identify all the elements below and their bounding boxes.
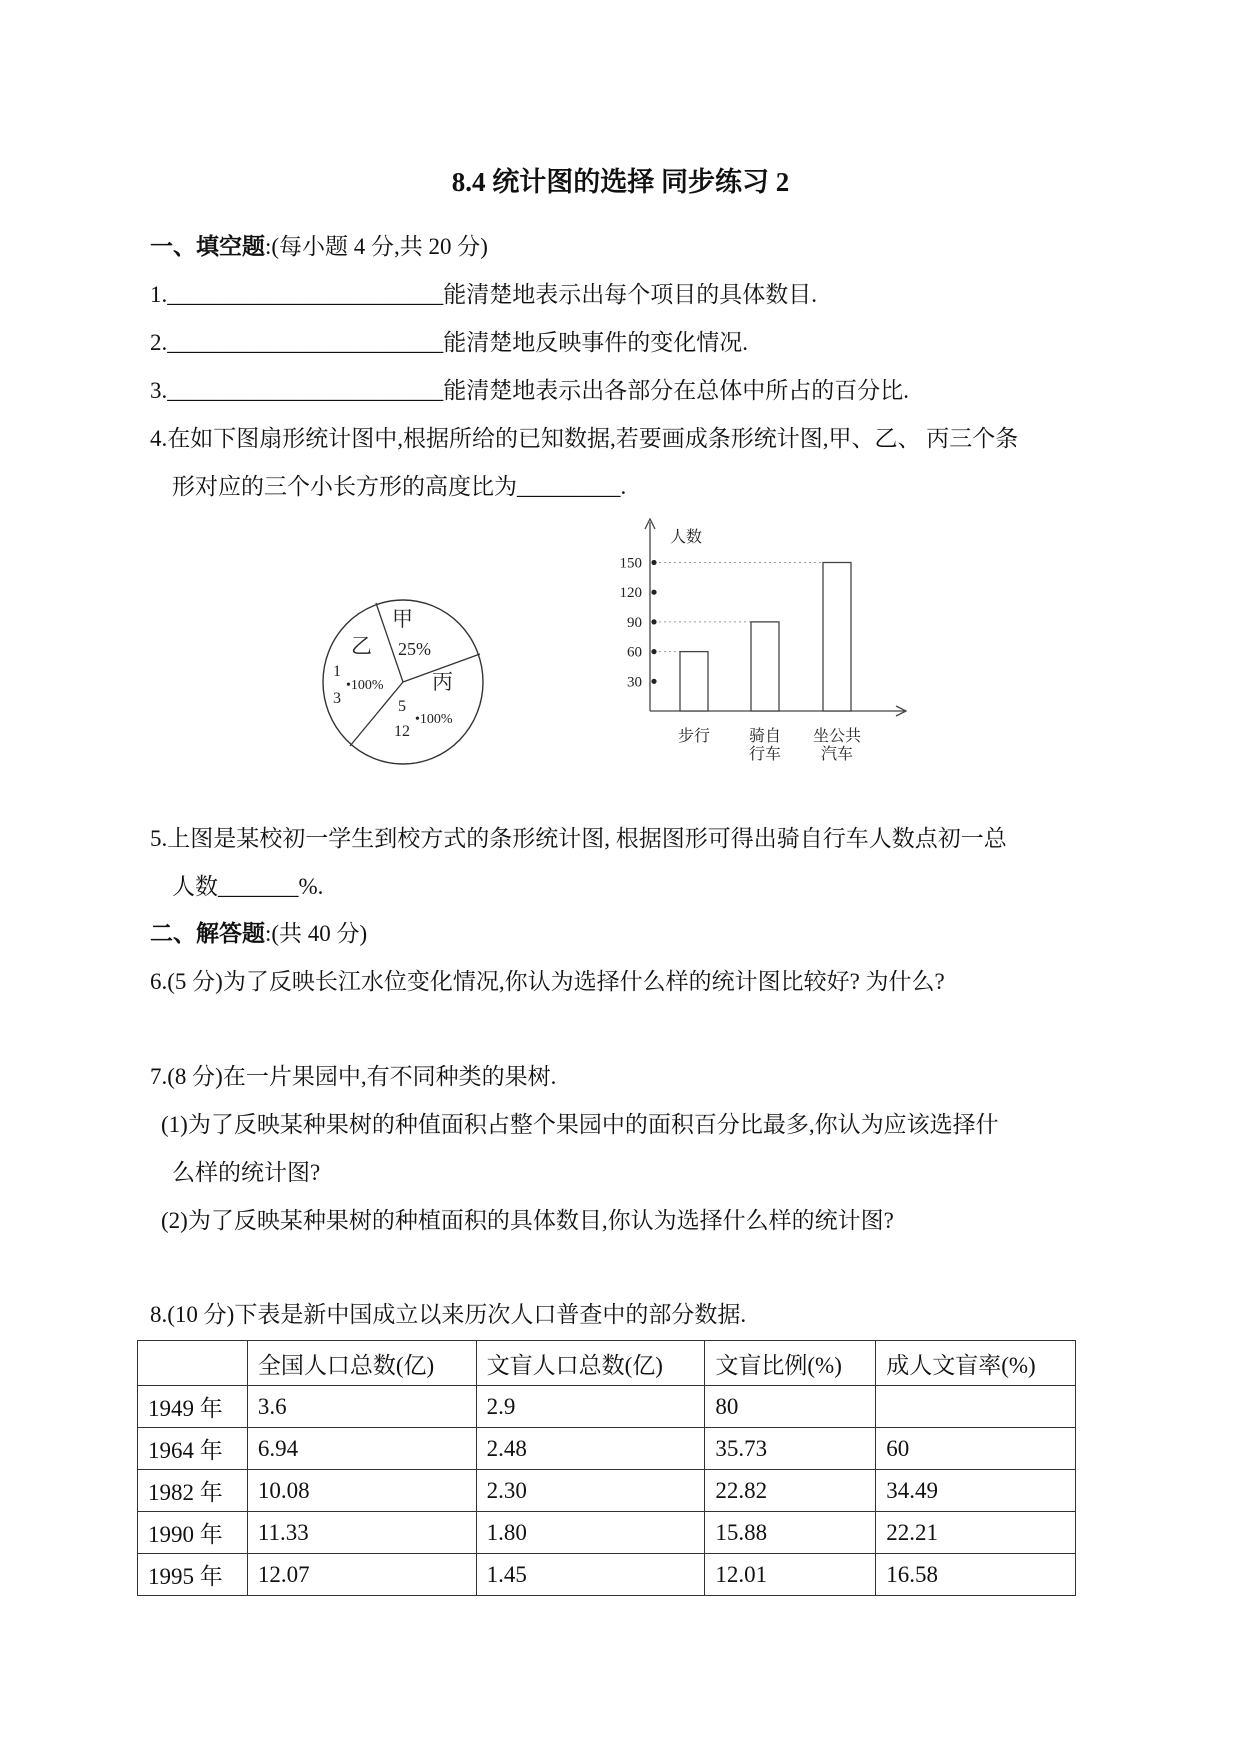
census-table [137, 1340, 1076, 1596]
pie-bing-denominator: 12 [394, 723, 410, 740]
y-tick-label: 60 [627, 644, 642, 661]
question-2 [150, 328, 748, 358]
table-cell: 2.30 [476, 1470, 705, 1512]
x-category-label: 行车 [748, 746, 782, 763]
bar [751, 622, 779, 711]
bar [680, 652, 708, 711]
x-category-label: 步行 [677, 728, 711, 745]
table-cell: 1982 年 [138, 1470, 248, 1512]
question-6: 6.(5 分)为了反映长江水位变化情况,你认为选择什么样的统计图比较好? 为什么? [150, 969, 945, 994]
table-cell: 11.33 [247, 1512, 476, 1554]
y-tick-label: 150 [619, 555, 642, 572]
pie-bing-unit: •100% [415, 712, 453, 727]
table-cell: 6.94 [247, 1428, 476, 1470]
table-row [138, 1512, 1076, 1554]
q7-part1-line2: 么样的统计图? [172, 1160, 321, 1185]
y-tick-dot [651, 590, 656, 595]
q4-line1: 4.在如下图扇形统计图中,根据所给的已知数据,若要画成条形统计图,甲、乙、 丙三个条 [150, 426, 1019, 451]
pie-bing-numerator: 5 [398, 698, 406, 715]
q7-part1-line1: (1)为了反映某种果树的种值面积占整个果园中的面积百分比最多,你认为应该选择什 [161, 1112, 999, 1137]
pie-yi-numerator: 1 [333, 663, 341, 680]
pie-yi-label: 乙 [351, 634, 372, 658]
table-cell: 1949 年 [138, 1386, 248, 1428]
q3-text: 能清楚地表示出各部分在总体中所占的百分比. [443, 378, 909, 403]
table-header-cell: 成人文盲率(%) [876, 1341, 1076, 1386]
table-cell: 10.08 [247, 1470, 476, 1512]
table-row [138, 1470, 1076, 1512]
pie-jia-label: 甲 [392, 607, 413, 631]
table-row [138, 1428, 1076, 1470]
y-tick-dot [651, 560, 656, 565]
section2-heading: 二、解答题 [150, 921, 265, 946]
table-cell: 2.48 [476, 1428, 705, 1470]
table-cell: 2.9 [476, 1386, 705, 1428]
table-header-cell [138, 1341, 248, 1386]
q5-line1: 5.上图是某校初一学生到校方式的条形统计图, 根据图形可得出骑自行车人数点初一总 [150, 826, 1007, 851]
y-axis-label: 人数 [670, 529, 703, 546]
question-3 [150, 376, 909, 406]
section1-note: :(每小题 4 分,共 20 分) [265, 234, 488, 259]
pie-yi-denominator: 3 [333, 690, 341, 707]
table-cell: 22.21 [876, 1512, 1076, 1554]
table-cell: 12.07 [247, 1554, 476, 1596]
q1-blank: 1.________________________ [150, 282, 444, 307]
pie-jia-value: 25% [398, 639, 431, 659]
table-header-cell: 文盲人口总数(亿) [476, 1341, 705, 1386]
table-cell: 12.01 [705, 1554, 876, 1596]
table-cell: 34.49 [876, 1470, 1076, 1512]
table-cell: 1.80 [476, 1512, 705, 1554]
y-tick-label: 120 [619, 585, 642, 602]
bar-chart [600, 514, 920, 764]
section2-note: :(共 40 分) [265, 921, 368, 946]
table-cell: 35.73 [705, 1428, 876, 1470]
section2-header [150, 919, 367, 949]
table-cell: 3.6 [247, 1386, 476, 1428]
bar [823, 563, 851, 712]
q4-line2: 形对应的三个小长方形的高度比为_________. [172, 474, 627, 499]
section1-header [150, 232, 488, 262]
q2-text: 能清楚地反映事件的变化情况. [443, 330, 748, 355]
question-1 [150, 280, 817, 310]
y-tick-dot [651, 649, 656, 654]
table-cell: 22.82 [705, 1470, 876, 1512]
question-8: 8.(10 分)下表是新中国成立以来历次人口普查中的部分数据. [150, 1302, 747, 1327]
table-cell [876, 1386, 1076, 1428]
q2-blank: 2.________________________ [150, 330, 444, 355]
q7-stem: 7.(8 分)在一片果园中,有不同种类的果树. [150, 1064, 557, 1089]
q7-part2: (2)为了反映某种果树的种植面积的具体数目,你认为选择什么样的统计图? [161, 1208, 894, 1233]
table-cell: 1964 年 [138, 1428, 248, 1470]
x-category-label: 汽车 [820, 746, 854, 763]
table-cell: 15.88 [705, 1512, 876, 1554]
table-row [138, 1554, 1076, 1596]
page-title: 8.4 统计图的选择 同步练习 2 [451, 167, 790, 197]
q3-blank: 3.________________________ [150, 378, 444, 403]
pie-yi-unit: •100% [346, 678, 384, 693]
table-cell: 1990 年 [138, 1512, 248, 1554]
y-tick-label: 90 [627, 614, 642, 631]
q5-line2: 人数_______%. [172, 874, 324, 899]
y-tick-dot [651, 619, 656, 624]
table-cell: 16.58 [876, 1554, 1076, 1596]
y-tick-label: 30 [627, 674, 642, 691]
table-cell: 1.45 [476, 1554, 705, 1596]
pie-chart [318, 596, 492, 772]
table-header-cell: 全国人口总数(亿) [247, 1341, 476, 1386]
table-row [138, 1386, 1076, 1428]
table-cell: 1995 年 [138, 1554, 248, 1596]
section1-heading: 一、填空题 [150, 234, 265, 259]
table-cell: 60 [876, 1428, 1076, 1470]
q1-text: 能清楚地表示出每个项目的具体数目. [443, 282, 817, 307]
table-cell: 80 [705, 1386, 876, 1428]
pie-bing-label: 丙 [432, 670, 453, 694]
x-category-label: 坐公共 [812, 728, 862, 745]
table-header-row [138, 1341, 1076, 1386]
y-tick-dot [651, 679, 656, 684]
x-category-label: 骑自 [748, 728, 782, 745]
table-header-cell: 文盲比例(%) [705, 1341, 876, 1386]
